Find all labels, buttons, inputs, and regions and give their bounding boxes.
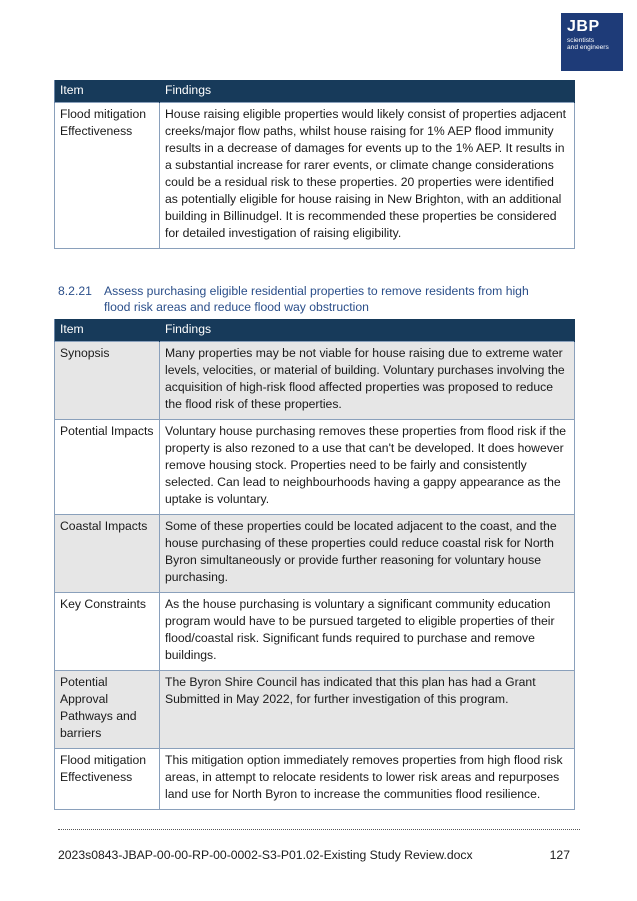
row-finding-text: This mitigation option immediately removes properties from high flood risk areas, in attempt to relocate residents to lower risk areas and repurposes land use for North Byron to increase the communities flood resilience. [160, 749, 575, 810]
logo-brand: JBP [567, 18, 600, 35]
row-finding-text: Voluntary house purchasing removes these properties from flood risk if the property is also rezoned to a use that can't be developed. It does however remove housing stock. Properties need to be fairly and consistently selected. Can lead to neighbourhoods having a gappy appearance as the uptake is voluntary. [160, 420, 575, 515]
logo-tagline-line-1: scientists [567, 37, 595, 44]
footer-page-number: 127 [549, 848, 570, 862]
findings-table-continued [54, 80, 575, 249]
column-header-findings: Findings [160, 80, 575, 103]
table-row [55, 103, 575, 249]
table-header-row [55, 80, 575, 103]
section-title: Assess purchasing eligible residential properties to remove residents from high flood risk areas and reduce flood way obstruction [104, 284, 529, 314]
row-item-label: Flood mitigation Effectiveness [55, 103, 160, 249]
row-finding-text: The Byron Shire Council has indicated that this plan has had a Grant Submitted in May 2022, for further investigation of this program. [160, 671, 575, 749]
column-header-item: Item [55, 80, 160, 103]
jbp-logo [561, 13, 623, 71]
column-header-item: Item [55, 319, 160, 342]
row-finding-text: Many properties may be not viable for house raising due to extreme water levels, velocities, or material of building. Voluntary purchases involving the acquisition of high-risk flood affected properties was proposed to reduce the flood risk of these properties. [160, 342, 575, 420]
column-header-findings: Findings [160, 319, 575, 342]
section-heading [58, 283, 558, 315]
row-finding-text: Some of these properties could be located adjacent to the coast, and the house purchasing of these properties could reduce coastal risk for North Byron simultaneously or provide further reasoning for voluntary house purchasing. [160, 515, 575, 593]
table-row [55, 342, 575, 420]
table-row [55, 593, 575, 671]
row-item-label: Key Constraints [55, 593, 160, 671]
footer-document-reference: 2023s0843-JBAP-00-00-RP-00-0002-S3-P01.02-Existing Study Review.docx [58, 848, 473, 862]
row-item-label: Synopsis [55, 342, 160, 420]
row-item-label: Flood mitigation Effectiveness [55, 749, 160, 810]
table-row [55, 515, 575, 593]
table-row [55, 749, 575, 810]
row-item-label: Coastal Impacts [55, 515, 160, 593]
table-row [55, 420, 575, 515]
row-item-label: Potential Approval Pathways and barriers [55, 671, 160, 749]
findings-table [54, 319, 575, 810]
table-row [55, 671, 575, 749]
row-item-label: Potential Impacts [55, 420, 160, 515]
section-number: 8.2.21 [58, 284, 92, 298]
row-finding-text: As the house purchasing is voluntary a significant community education program would have to be pursued targeted to eligible properties of their flood/coastal risk. Significant funds required to purchase and remove buildings. [160, 593, 575, 671]
table-header-row [55, 319, 575, 342]
row-finding-text: House raising eligible properties would likely consist of properties adjacent creeks/major flow paths, whilst house raising for 1% AEP flood immunity results in a decrease of damages for events up to the 1% AEP. It results in a substantial increase for rarer events, or climate change considerations could be a residual risk to these properties. 20 properties were identified as potentially eligible for house raising in New Brighton, with an additional building in Billinudgel. It is recommended these properties be considered for detailed investigation of raising eligibility. [160, 103, 575, 249]
logo-tagline-line-2: and engineers [567, 44, 609, 51]
footer-divider [58, 829, 580, 830]
